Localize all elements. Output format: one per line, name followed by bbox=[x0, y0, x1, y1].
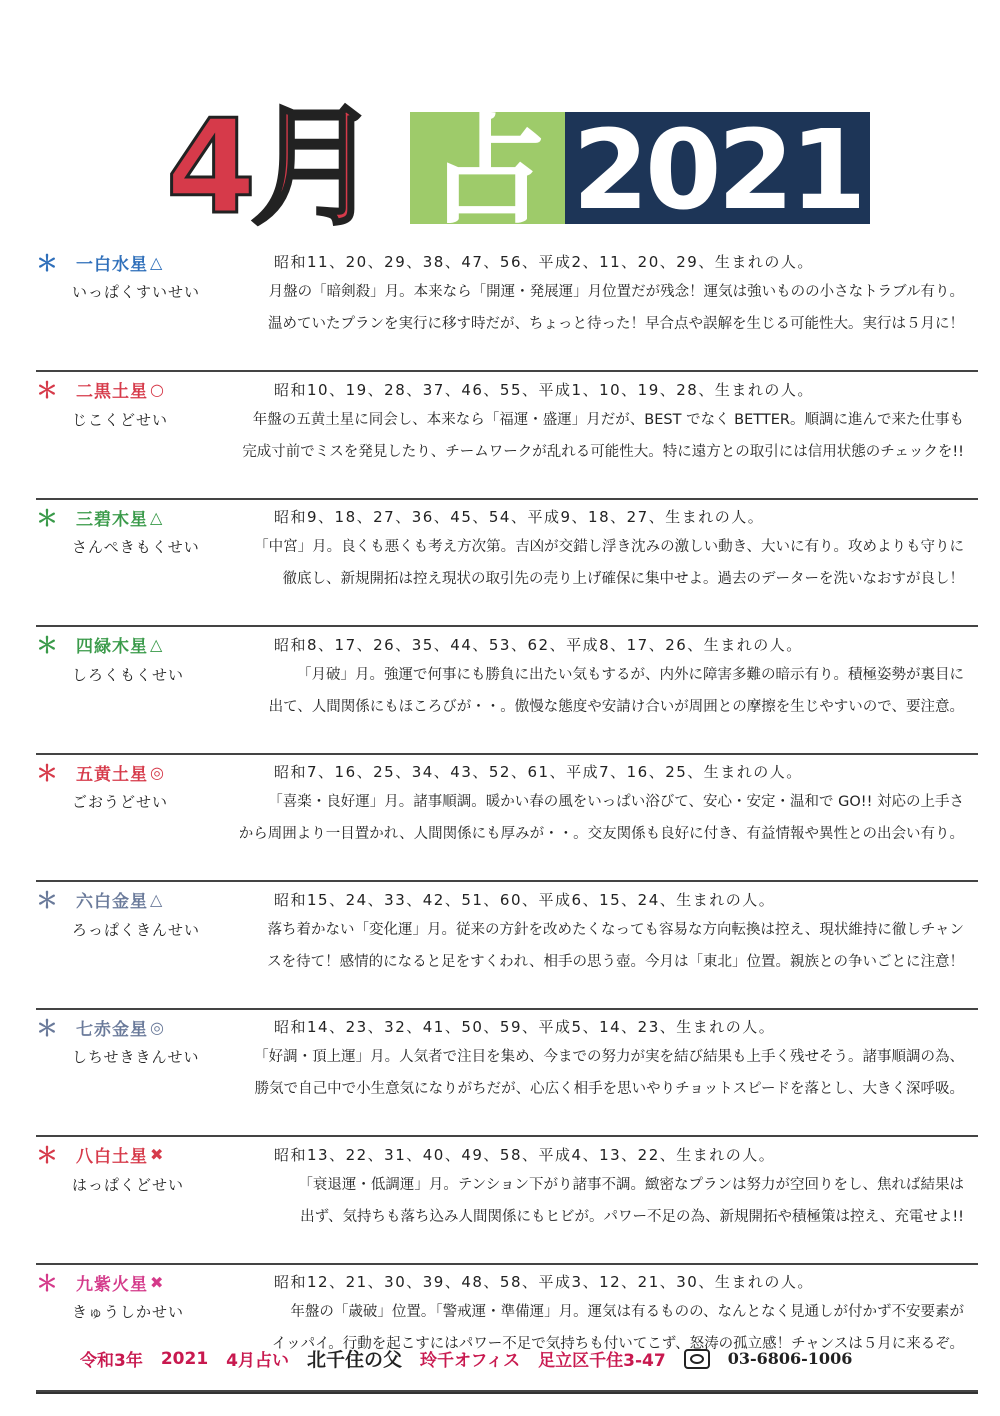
footer bbox=[80, 1345, 960, 1372]
star-reading: さんぺきもくせい bbox=[72, 538, 200, 556]
star-name: 八白土星 bbox=[76, 1147, 148, 1167]
description-line-2: から周囲より一目置かれ、人間関係にも厚みが・・。交友関係も良好に付き、有益情報や異性との出会い有り。 bbox=[238, 826, 964, 842]
luck-mark: ◎ bbox=[150, 762, 164, 782]
star-name: 二黒土星 bbox=[76, 382, 148, 402]
birth-years: 昭和8、17、26、35、44、53、62、平成8、17、26、生まれの人。 bbox=[274, 635, 803, 654]
description-line-2: 徹底し、新規開拓は控え現状の取引先の売り上げ確保に集中せよ。過去のデーターを洗いなおすが良し！ bbox=[282, 571, 964, 587]
asterisk-icon: ＊ bbox=[36, 1016, 59, 1042]
luck-mark: ✖ bbox=[150, 1272, 164, 1292]
description-line-1: 「喜楽・良好運」月。諸事順調。暖かい春の風をいっぱい浴びて、安心・安定・温和で GO!! 対応の上手さ bbox=[268, 794, 964, 810]
fortune-entry bbox=[36, 1143, 978, 1265]
fortune-entry bbox=[36, 505, 978, 627]
footer-era: 令和3年 bbox=[80, 1351, 143, 1371]
fortune-entry bbox=[36, 1015, 978, 1137]
description-line-2: 出て、人間関係にもほころびが・・。傲慢な態度や安請け合いが周囲との摩擦を生じやすいので、要注意。 bbox=[268, 698, 964, 715]
title-char: 占 bbox=[428, 102, 547, 240]
fortune-entry bbox=[36, 250, 978, 372]
star-reading: はっぱくどせい bbox=[72, 1175, 185, 1194]
description-line-1: 月盤の「暗剣殺」月。本来なら「開運・発展運」月位置だが残念！運気は強いものの小さなトラブル有り。 bbox=[268, 284, 964, 300]
description-line-1: 「中宮」月。良くも悪くも考え方次第。吉凶が交錯し浮き沈みの激しい動き、大いに有り。攻めよりも守りに bbox=[254, 539, 964, 555]
star-reading: ごおうどせい bbox=[72, 793, 169, 811]
star-reading: じこくどせい bbox=[72, 410, 169, 429]
description-line-1: 年盤の「歳破」位置。「警戒運・準備運」月。運気は有るものの、なんとなく見通しが付かず不安要素が bbox=[290, 1304, 964, 1320]
footer-phone: 03-6806-1006 bbox=[727, 1349, 853, 1368]
birth-years: 昭和14、23、32、41、50、59、平成5、14、23、生まれの人。 bbox=[274, 1018, 776, 1036]
star-name: 九紫火星 bbox=[76, 1274, 148, 1295]
star-reading: しちせききんせい bbox=[72, 1048, 200, 1066]
asterisk-icon: ＊ bbox=[36, 634, 59, 659]
birth-years: 昭和7、16、25、34、43、52、61、平成7、16、25、生まれの人。 bbox=[274, 763, 803, 781]
title-year-block bbox=[565, 106, 870, 234]
footer-address: 足立区千住3-47 bbox=[538, 1351, 666, 1371]
star-heading bbox=[36, 250, 163, 277]
star-reading: きゅうしかせい bbox=[72, 1303, 185, 1321]
fortune-entry bbox=[36, 760, 978, 882]
star-heading bbox=[36, 633, 162, 657]
birth-years: 昭和13、22、31、40、49、58、平成4、13、22、生まれの人。 bbox=[274, 1145, 776, 1164]
description-line-1: 「衰退運・低調運」月。テンション下がり諸事不調。緻密なプランは努力が空回りをし、焦れば結果は bbox=[298, 1176, 964, 1193]
birth-years: 昭和9、18、27、36、45、54、平成9、18、27、生まれの人。 bbox=[274, 508, 765, 526]
fortune-entry bbox=[36, 1270, 978, 1392]
description-line-2: 完成寸前でミスを発見したり、チームワークが乱れる可能性大。特に遠方との取引には信用状態のチェックを!! bbox=[242, 443, 964, 460]
asterisk-icon: ＊ bbox=[36, 1144, 59, 1169]
asterisk-icon: ＊ bbox=[36, 761, 59, 787]
star-heading bbox=[36, 1015, 164, 1042]
star-reading: いっぱくすいせい bbox=[72, 283, 201, 301]
star-name: 五黄土星 bbox=[76, 764, 148, 785]
title-month-block bbox=[130, 82, 410, 243]
description-line-1: 年盤の五黄土星に同会し、本来なら「福運・盛運」月だが、BEST でなく BETTER。順調に進んで来た仕事も bbox=[252, 411, 964, 428]
luck-mark: △ bbox=[150, 635, 163, 654]
luck-mark: △ bbox=[150, 507, 163, 527]
title-char-block bbox=[410, 102, 565, 240]
description-line-1: 「月破」月。強運で何事にも勝負に出たい気もするが、内外に障害多難の暗示有り。積極姿勢が裏目に bbox=[297, 666, 964, 683]
description-line-2: スを待て！感情的になると足をすくわれ、相手の思う壺。今月は「東北」位置。親族との争いごとに注意！ bbox=[267, 953, 964, 970]
footer-rule bbox=[36, 1392, 978, 1394]
star-heading bbox=[36, 505, 163, 532]
title-year: 2021 bbox=[572, 106, 863, 234]
birth-years: 昭和12、21、30、39、48、58、平成3、12、21、30、生まれの人。 bbox=[274, 1273, 814, 1291]
fortune-entry bbox=[36, 888, 978, 1010]
star-heading bbox=[36, 888, 162, 912]
title-month: 4月 bbox=[165, 91, 375, 243]
birth-years: 昭和15、24、33、42、51、60、平成6、15、24、生まれの人。 bbox=[274, 890, 776, 909]
luck-mark: ✖ bbox=[150, 1145, 164, 1164]
luck-mark: △ bbox=[150, 890, 163, 909]
description-line-1: 「好調・頂上運」月。人気者で注目を集め、今までの努力が実を結び結果も上手く残せそう。諸事順調の為、 bbox=[254, 1049, 964, 1065]
asterisk-icon: ＊ bbox=[36, 251, 59, 277]
footer-author: 北千住の父 bbox=[307, 1349, 403, 1371]
description-line-2: 勝気で自己中で小生意気になりがちだが、心広く相手を思いやりチョットスピードを落とし、大きく深呼吸。 bbox=[254, 1081, 964, 1097]
description-line-2: 温めていたプランを実行に移す時だが、ちょっと待った！早合点や誤解を生じる可能性大。実行は５月に！ bbox=[268, 316, 964, 332]
star-name: 一白水星 bbox=[76, 254, 148, 275]
star-heading bbox=[36, 760, 164, 787]
description-line-1: 落ち着かない「変化運」月。従来の方針を改めたくなっても容易な方向転換は控え、現状維持に徹しチャン bbox=[267, 921, 964, 938]
fortune-entry bbox=[36, 633, 978, 755]
star-heading bbox=[36, 1143, 163, 1167]
phone-icon bbox=[684, 1349, 710, 1369]
description-line-2: イッパイ。行動を起こすにはパワー不足で気持ちも付いてこず、怒涛の孤立感！チャンスは５月に来るぞ。 bbox=[271, 1336, 964, 1352]
star-reading: しろくもくせい bbox=[72, 665, 185, 684]
birth-years: 昭和10、19、28、37、46、55、平成1、10、19、28、生まれの人。 bbox=[274, 380, 814, 399]
asterisk-icon: ＊ bbox=[36, 1271, 59, 1297]
fortune-entry bbox=[36, 378, 978, 500]
asterisk-icon: ＊ bbox=[36, 379, 59, 404]
luck-mark: ○ bbox=[150, 380, 164, 399]
star-name: 七赤金星 bbox=[76, 1019, 148, 1040]
birth-years: 昭和11、20、29、38、47、56、平成2、11、20、29、生まれの人。 bbox=[274, 253, 814, 271]
star-name: 四緑木星 bbox=[76, 637, 148, 657]
luck-mark: ◎ bbox=[150, 1017, 164, 1037]
footer-year: 2021 bbox=[160, 1348, 209, 1369]
asterisk-icon: ＊ bbox=[36, 506, 59, 532]
star-reading: ろっぱくきんせい bbox=[72, 920, 201, 939]
star-name: 三碧木星 bbox=[76, 509, 148, 530]
luck-mark: △ bbox=[150, 252, 163, 272]
star-name: 六白金星 bbox=[76, 892, 148, 912]
star-heading bbox=[36, 1270, 164, 1297]
asterisk-icon: ＊ bbox=[36, 889, 59, 914]
star-heading bbox=[36, 378, 164, 402]
page-title bbox=[130, 62, 870, 243]
description-line-2: 出ず、気持ちも落ち込み人間関係にもヒビが。パワー不足の為、新規開拓や積極策は控え、充電せよ!! bbox=[300, 1208, 964, 1225]
footer-label: 4月占い bbox=[226, 1351, 290, 1371]
footer-office: 玲千オフィス bbox=[420, 1351, 521, 1371]
